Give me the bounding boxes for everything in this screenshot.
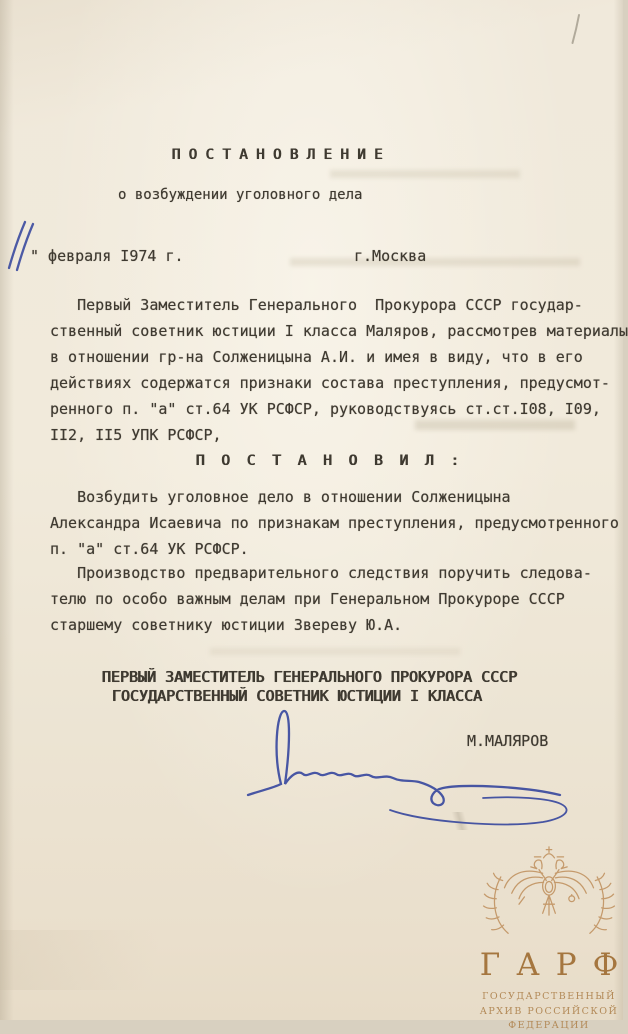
acronym-letter: А xyxy=(516,947,540,983)
preamble-line: ственный советник юстиции I класса Маляров, рассмотрев материалы xyxy=(50,322,628,340)
archive-org-name xyxy=(474,990,624,1034)
bleed-through-smudge xyxy=(330,170,520,178)
signer-title-line2: ГОСУДАРСТВЕННЫЙ СОВЕТНИК ЮСТИЦИИ I КЛАССА xyxy=(112,687,483,705)
assignment-line: старшему советнику юстиции Звереву Ю.А. xyxy=(50,616,403,634)
preamble-line: ренного п. "а" ст.64 УК РСФСР, руководствуясь ст.ст.I08, I09, xyxy=(50,400,601,418)
acronym-letter: Ф xyxy=(592,947,619,983)
document-subtitle: о возбуждении уголовного дела xyxy=(118,187,363,203)
acronym-letter: Г xyxy=(479,947,501,983)
resolution-heading: П О С Т А Н О В И Л : xyxy=(196,453,464,469)
archive-org-line: ФЕДЕРАЦИИ xyxy=(508,1020,590,1031)
preamble-line: Первый Заместитель Генерального Прокурора СССР государ- xyxy=(50,296,583,314)
double-headed-eagle-emblem xyxy=(474,846,624,946)
resolution-line: Александра Исаевича по признакам преступления, предусмотренного xyxy=(50,514,619,532)
signer-title-line1: ПЕРВЫЙ ЗАМЕСТИТЕЛЬ ГЕНЕРАЛЬНОГО ПРОКУРОРА СССР xyxy=(102,668,518,686)
paper-crease xyxy=(0,930,260,990)
assignment-line: телю по особо важным делам при Генеральном Прокуроре СССР xyxy=(50,590,565,608)
archive-org-line: ГОСУДАРСТВЕННЫЙ xyxy=(482,991,616,1002)
bleed-through-smudge xyxy=(210,648,460,655)
preamble-line: действиях содержатся признаки состава преступления, предусмот- xyxy=(50,374,610,392)
archive-acronym xyxy=(474,948,624,982)
place-line: г.Москва xyxy=(354,247,427,265)
signer-name: М.МАЛЯРОВ xyxy=(467,732,549,750)
preamble-line: II2, II5 УПК РСФСР, xyxy=(50,426,222,444)
resolution-line: п. "а" ст.64 УК РСФСР. xyxy=(50,540,249,558)
date-line: " февраля I974 г. xyxy=(30,247,184,265)
assignment-line: Производство предварительного следствия поручить следова- xyxy=(50,564,592,582)
archive-org-line: АРХИВ РОССИЙСКОЙ xyxy=(479,1005,619,1017)
preamble-line: в отношении гр-на Солженицына А.И. и имея в виду, что в его xyxy=(50,348,583,366)
resolution-line: Возбудить уголовное дело в отношении Солженицына xyxy=(50,488,511,506)
acronym-letter: Р xyxy=(555,947,577,983)
document-title: П О С Т А Н О В Л Е Н И Е xyxy=(172,147,383,163)
bleed-through-smudge xyxy=(290,258,580,266)
pencil-page-number xyxy=(560,8,586,50)
handwritten-signature xyxy=(243,698,573,838)
archive-watermark xyxy=(474,846,624,1034)
